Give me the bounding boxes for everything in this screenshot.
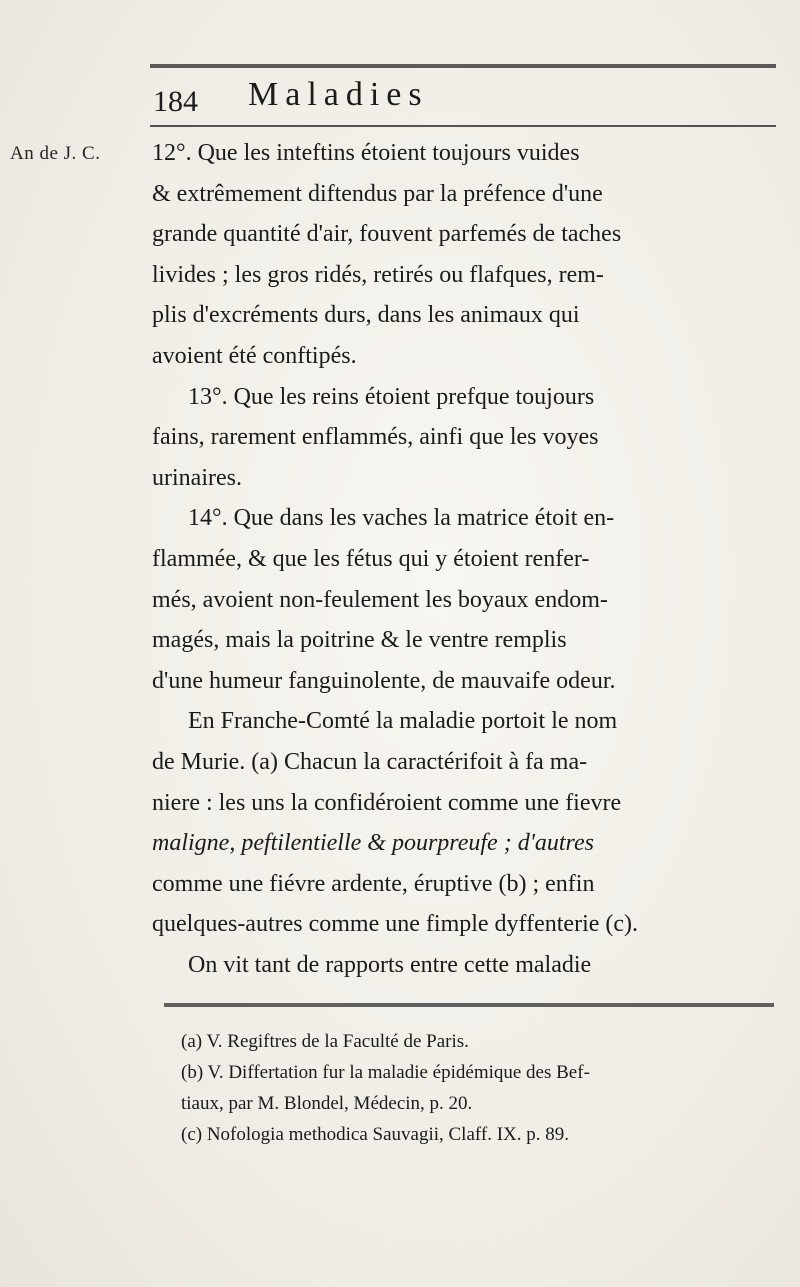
body-line: urinaires. <box>152 464 242 491</box>
body-line-text: 13°. Que les reins étoient prefque toujours <box>188 383 595 410</box>
footnote-b-continued: tiaux, par M. Blondel, Médecin, p. 20. <box>181 1093 473 1114</box>
body-line-text: On vit tant de rapports entre cette maladie <box>188 951 592 978</box>
footnote-rule <box>164 1003 774 1007</box>
body-line: livides ; les gros ridés, retirés ou flafques, rem- <box>152 261 604 288</box>
body-line: magés, mais la poitrine & le ventre remplis <box>152 627 567 654</box>
body-line <box>152 945 782 986</box>
body-text <box>152 133 782 985</box>
header-rule <box>150 125 776 127</box>
body-line: quelques-autres comme une fimple dyffenterie (c). <box>152 911 639 938</box>
body-line-text: En Franche-Comté la maladie portoit le nom <box>188 708 618 735</box>
footnote-a: (a) V. Regiftres de la Faculté de Paris. <box>181 1031 469 1052</box>
body-line: de Murie. (a) Chacun la caractérifoit à fa ma- <box>152 748 588 775</box>
body-line: comme une fiévre ardente, éruptive (b) ; enfin <box>152 870 595 897</box>
body-line: flammée, & que les fétus qui y étoient renfer- <box>152 545 590 572</box>
top-rule <box>150 64 776 68</box>
body-line <box>152 377 782 418</box>
body-line <box>152 701 782 742</box>
body-line: d'une humeur fanguinolente, de mauvaife odeur. <box>152 667 616 694</box>
body-line: plis d'excréments durs, dans les animaux qui <box>152 302 580 329</box>
body-line: grande quantité d'air, fouvent parfemés de taches <box>152 221 622 248</box>
running-head: Maladies <box>248 76 429 113</box>
footnote-c: (c) Nofologia methodica Sauvagii, Claff. IX. p. 89. <box>181 1124 569 1145</box>
body-line: fains, rarement enflammés, ainfi que les voyes <box>152 424 599 451</box>
body-line: & extrêmement diftendus par la préfence d'une <box>152 180 603 207</box>
body-line <box>152 498 782 539</box>
footnote-b: (b) V. Differtation fur la maladie épidémique des Bef- <box>181 1062 590 1083</box>
body-line: avoient été conftipés. <box>152 342 357 369</box>
body-line: maligne, peftilentielle & pourpreufe ; d'autres <box>152 830 594 857</box>
page-number: 184 <box>153 85 198 118</box>
body-line: més, avoient non-feulement les boyaux endom- <box>152 586 608 613</box>
body-line: niere : les uns la confidéroient comme une fievre <box>152 789 622 816</box>
footnotes <box>181 1026 781 1150</box>
body-line-text: 14°. Que dans les vaches la matrice étoit en- <box>188 505 615 532</box>
body-line: 12°. Que les inteftins étoient toujours vuides <box>152 140 580 166</box>
margin-note: An de J. C. <box>10 143 101 164</box>
